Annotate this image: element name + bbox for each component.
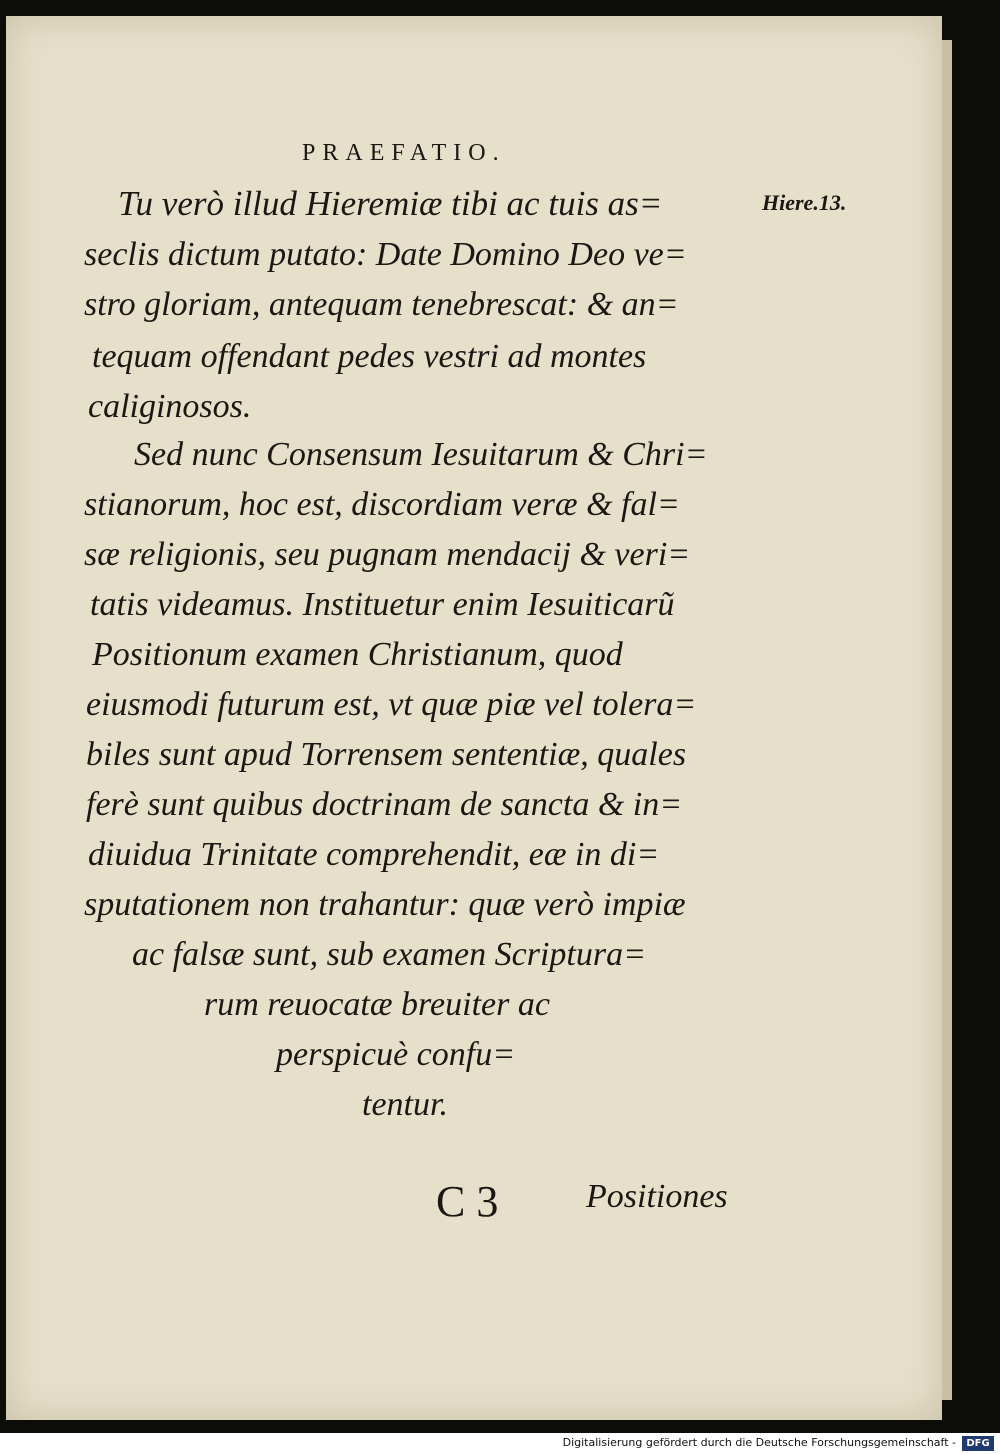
margin-note: Hiere.13. [762, 190, 847, 215]
text-line: perspicuè confu= [276, 1036, 516, 1073]
text-line: ferè sunt quibus doctrinam de sancta & in= [86, 786, 683, 823]
text-line: Positionum examen Christianum, quod [92, 636, 623, 673]
signature-mark: C 3 [436, 1177, 499, 1226]
text-line: tentur. [362, 1086, 448, 1123]
dfg-logo-icon: DFG [962, 1436, 994, 1451]
text-line: Tu verò illud Hieremiæ tibi ac tuis as= [118, 184, 663, 223]
text-line: seclis dictum putato: Date Domino Deo ve= [84, 236, 687, 273]
text-line: stro gloriam, antequam tenebrescat: & an= [84, 286, 679, 323]
text-line: biles sunt apud Torrensem sententiæ, quales [86, 736, 687, 773]
text-line: Sed nunc Consensum Iesuitarum & Chri= [134, 436, 708, 473]
running-head: PRAEFATIO. [302, 140, 506, 166]
text-line: caliginosos. [88, 388, 252, 425]
text-line: sæ religionis, seu pugnam mendacij & veri= [84, 536, 691, 573]
book-page [6, 16, 942, 1420]
funding-credit: Digitalisierung gefördert durch die Deutsche Forschungsgemeinschaft - [562, 1436, 956, 1449]
footer-bar [0, 1433, 1000, 1455]
text-line: stianorum, hoc est, discordiam veræ & fal= [84, 486, 680, 523]
text-line: diuidua Trinitate comprehendit, eæ in di= [88, 836, 660, 873]
text-line: eiusmodi futurum est, vt quæ piæ vel tolera= [86, 686, 697, 723]
catchword: Positiones [586, 1178, 728, 1215]
text-line: tatis videamus. Instituetur enim Iesuiticarũ [90, 586, 675, 623]
text-line: ac falsæ sunt, sub examen Scriptura= [132, 936, 647, 973]
text-line: sputationem non trahantur: quæ verò impiæ [84, 886, 686, 923]
text-line: rum reuocatæ breuiter ac [204, 986, 550, 1023]
text-line: tequam offendant pedes vestri ad montes [92, 338, 647, 375]
page-edge [942, 40, 952, 1400]
